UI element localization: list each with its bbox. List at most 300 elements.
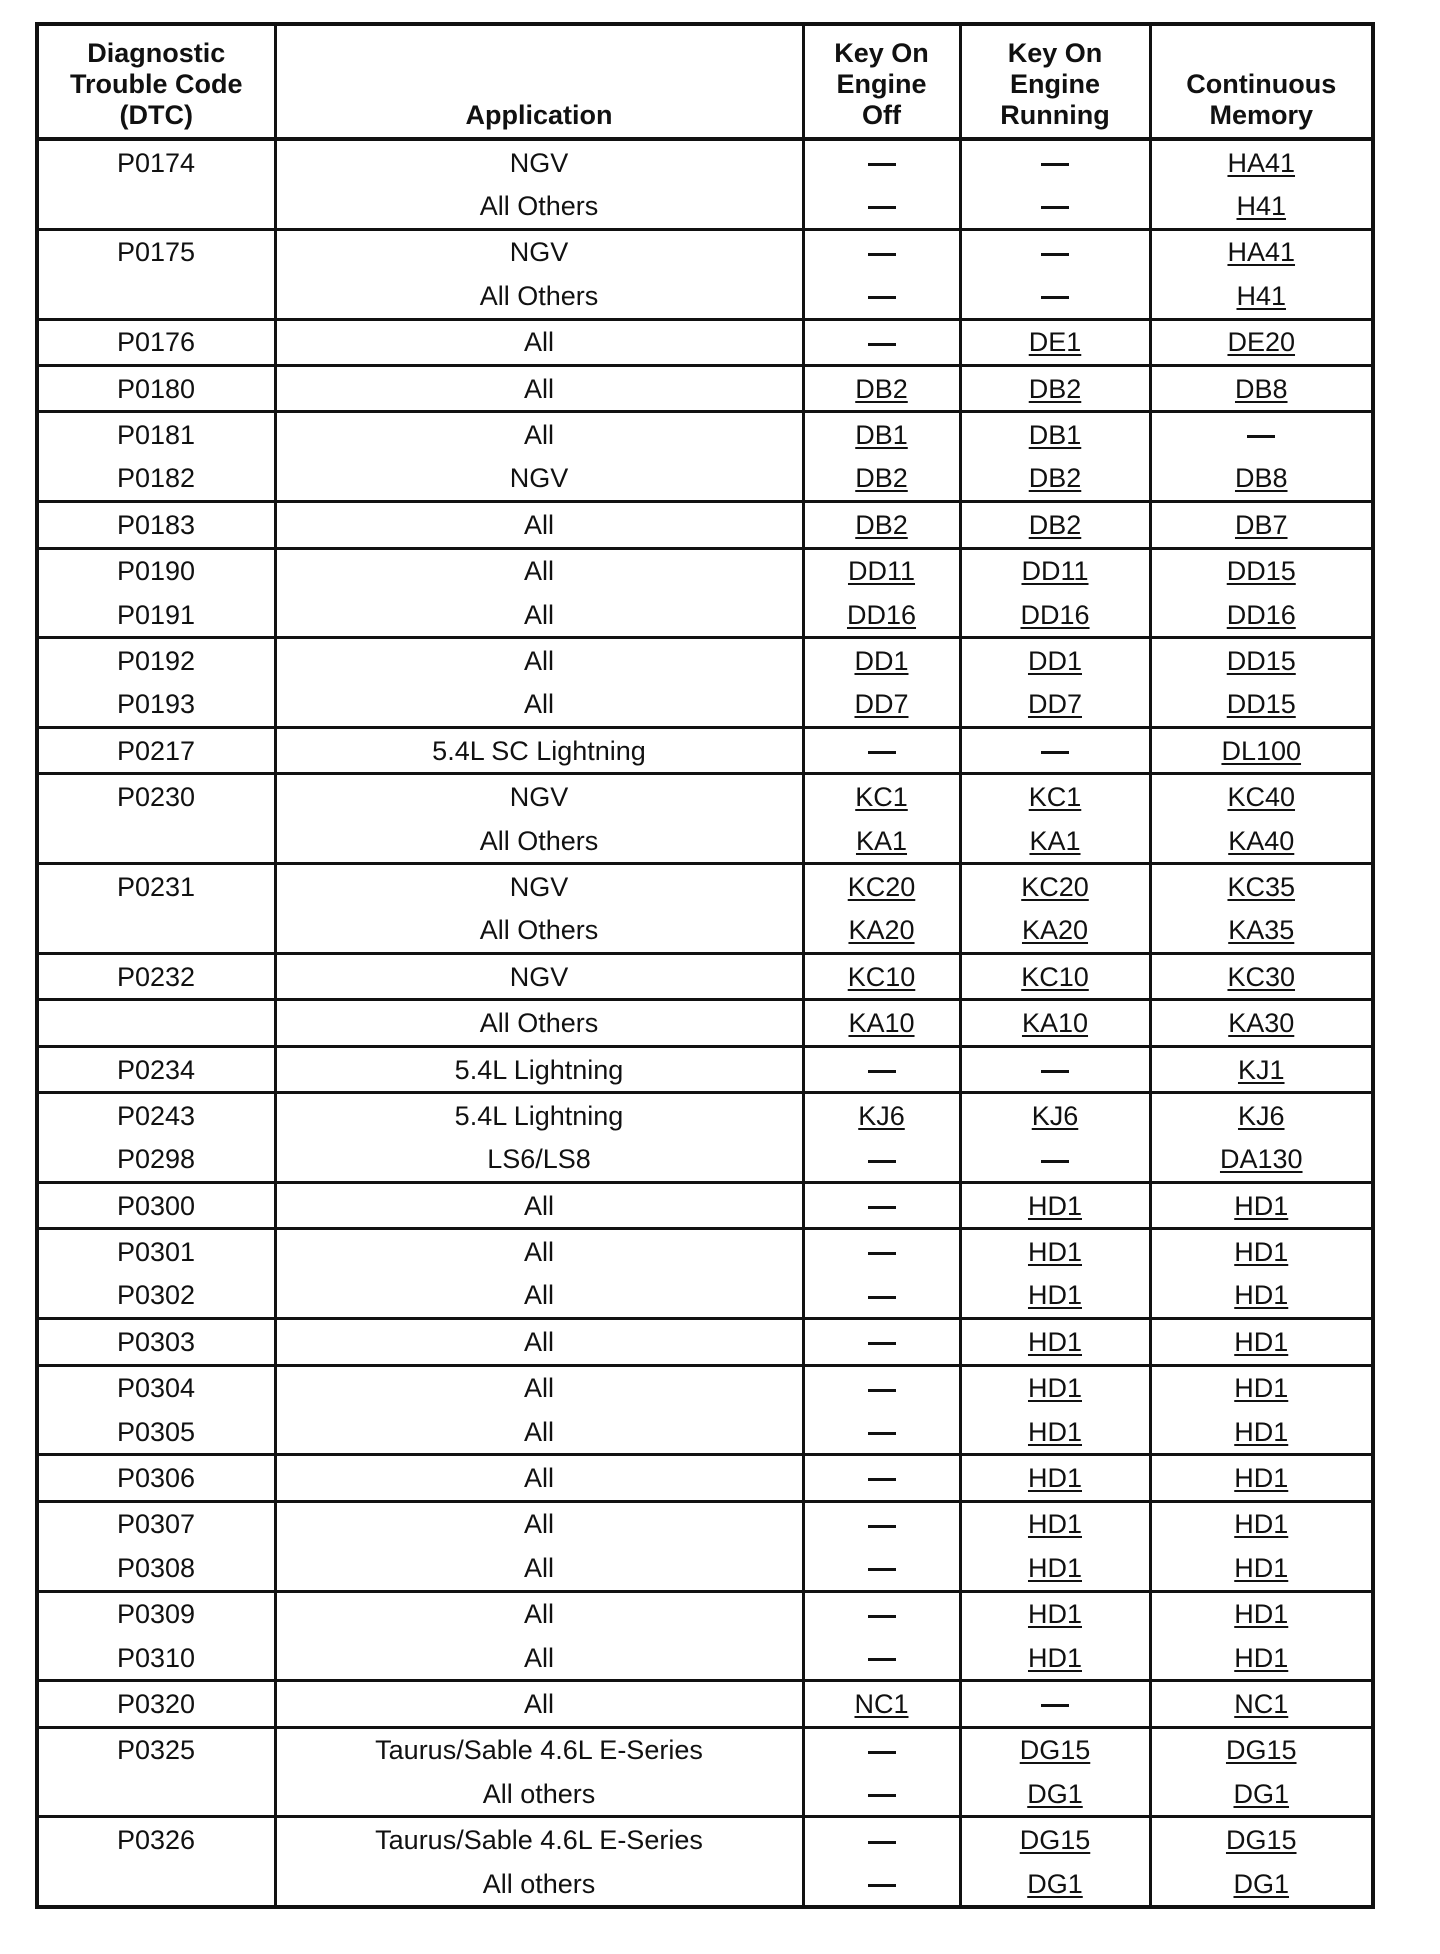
test-step-link[interactable]: KA40 [1228,825,1295,856]
table-row [37,1093,1373,1138]
koer-cell [960,1591,1150,1636]
application-cell [275,864,803,909]
test-step-link[interactable]: DA130 [1219,1144,1303,1175]
continuous-memory-cell [1150,1862,1373,1907]
dtc-cell [37,548,275,593]
test-step-link[interactable]: DB1 [1028,420,1082,451]
table-row [37,909,1373,954]
test-step-link[interactable]: KJ6 [1237,1100,1285,1131]
application-cell [275,548,803,593]
continuous-memory-cell [1150,1636,1373,1681]
test-step-link[interactable]: HD1 [1027,1237,1082,1268]
test-step-link[interactable]: DB1 [855,420,908,451]
continuous-memory-cell [1150,548,1373,593]
test-step-link[interactable]: KA10 [848,1008,915,1039]
table-row [37,365,1373,411]
application-cell [275,1591,803,1636]
table-row [37,1727,1373,1772]
koer-cell [960,1681,1150,1727]
koeo-cell [803,1455,960,1501]
table-row [37,683,1373,728]
koeo-cell [803,457,960,502]
dtc-cell [37,638,275,683]
header-application: Application [275,24,803,139]
dtc-cell [37,1727,275,1772]
dtc-code: P0309 [117,1599,196,1630]
test-step-link[interactable]: DG15 [1019,1735,1091,1766]
dtc-cell [37,593,275,638]
test-step-link[interactable]: DG1 [1027,1868,1083,1899]
table-row [37,1274,1373,1319]
test-step-link[interactable]: KA1 [1029,825,1081,856]
application-cell [275,365,803,411]
application-label: All [523,556,554,587]
dtc-code: P0175 [117,237,196,268]
dash-mark [1041,751,1069,754]
continuous-memory-cell [1150,184,1373,229]
test-step-link[interactable]: DD1 [1027,645,1082,676]
table-row [37,638,1373,683]
dtc-cell [37,1229,275,1274]
koeo-cell [803,412,960,457]
test-step-link[interactable]: HD1 [1234,1190,1289,1221]
koer-cell [960,1046,1150,1092]
application-cell [275,819,803,864]
koer-cell [960,1727,1150,1772]
test-step-link[interactable]: KA35 [1228,915,1295,946]
koer-cell [960,683,1150,728]
test-step-link[interactable]: DG1 [1233,1868,1290,1899]
continuous-memory-cell [1150,1681,1373,1727]
continuous-memory-cell [1150,1046,1373,1092]
test-step-link[interactable]: HA41 [1227,237,1296,268]
application-cell [275,1274,803,1319]
continuous-memory-cell [1150,319,1373,365]
test-step-link[interactable]: KC20 [1021,871,1089,902]
test-step-link[interactable]: KA30 [1228,1008,1295,1039]
application-label: Taurus/Sable 4.6L E-Series [375,1735,703,1766]
header-continuous-memory: Continuous Memory [1150,24,1373,139]
test-step-link[interactable]: DB8 [1234,373,1288,404]
table-row [37,593,1373,638]
test-step-link[interactable]: KJ6 [1031,1100,1079,1131]
koeo-cell [803,1862,960,1907]
table-row [37,1772,1373,1817]
application-cell [275,728,803,774]
dtc-table [35,22,1375,1909]
test-step-link[interactable]: DD7 [854,689,909,720]
koeo-cell [803,593,960,638]
continuous-memory-cell [1150,774,1373,819]
dash-mark [1041,206,1069,209]
test-step-link[interactable]: KA10 [1021,1008,1089,1039]
test-step-link[interactable]: KJ6 [858,1100,905,1131]
test-step-link[interactable]: DD15 [1226,689,1296,720]
application-label: NGV [509,463,569,494]
application-label: NGV [509,147,569,178]
test-step-link[interactable]: DB2 [855,373,908,404]
koeo-cell [803,819,960,864]
continuous-memory-cell [1150,1501,1373,1546]
continuous-memory-cell [1150,1000,1373,1046]
test-step-link[interactable]: KA20 [848,915,915,946]
dtc-code: P0308 [117,1552,196,1583]
application-cell [275,1093,803,1138]
application-cell [275,319,803,365]
application-cell [275,1455,803,1501]
test-step-link[interactable]: DG15 [1225,1825,1297,1856]
application-cell [275,954,803,1000]
table-body [37,139,1373,1907]
test-step-link[interactable]: HD1 [1234,1463,1289,1494]
continuous-memory-cell [1150,412,1373,457]
dtc-cell [37,319,275,365]
test-step-link[interactable]: DD16 [1226,599,1296,630]
table-row [37,728,1373,774]
koer-cell [960,593,1150,638]
dash-mark [1041,1160,1069,1163]
test-step-link[interactable]: HD1 [1027,1509,1082,1540]
dash-mark [868,1751,896,1754]
koeo-cell [803,502,960,548]
test-step-link[interactable]: DD16 [846,599,917,630]
dash-mark [868,751,896,754]
dtc-cell [37,229,275,274]
dtc-code: P0307 [117,1509,196,1540]
application-label: 5.4L Lightning [454,1100,624,1131]
test-step-link[interactable]: DD15 [1226,645,1296,676]
dtc-code: P0325 [117,1735,196,1766]
koer-cell [960,954,1150,1000]
continuous-memory-cell [1150,1410,1373,1455]
application-cell [275,457,803,502]
dtc-cell [37,1862,275,1907]
dtc-code: P0180 [117,373,196,404]
dtc-code: P0303 [117,1326,196,1357]
test-step-link[interactable]: HD1 [1027,1190,1082,1221]
test-step-link[interactable]: HD1 [1234,1599,1289,1630]
koer-cell [960,1636,1150,1681]
application-label: All Others [479,1008,599,1039]
koer-cell [960,229,1150,274]
application-label: 5.4L SC Lightning [432,735,646,766]
continuous-memory-cell [1150,1138,1373,1183]
dtc-cell [37,1591,275,1636]
dash-mark [868,1841,896,1844]
test-step-link[interactable]: DG1 [1233,1778,1290,1809]
table-row [37,502,1373,548]
test-step-link[interactable]: DD15 [1226,556,1296,587]
application-label: All [523,1280,554,1311]
application-cell [275,1365,803,1410]
application-cell [275,593,803,638]
dtc-code: P0298 [117,1144,196,1175]
application-label: Taurus/Sable 4.6L E-Series [375,1825,703,1856]
test-step-link[interactable]: HD1 [1027,1416,1082,1447]
test-step-link[interactable]: HD1 [1234,1373,1289,1404]
dtc-code: P0181 [117,420,196,451]
dash-mark [868,163,896,166]
koer-cell [960,1365,1150,1410]
dash-mark [1041,163,1069,166]
test-step-link[interactable]: HD1 [1234,1509,1289,1540]
application-cell [275,1410,803,1455]
table-row [37,1636,1373,1681]
dtc-code: P0193 [117,689,196,720]
table-row [37,1000,1373,1046]
koer-cell [960,774,1150,819]
application-label: NGV [509,961,569,992]
dtc-cell [37,1319,275,1365]
koer-cell [960,1182,1150,1228]
test-step-link[interactable]: KJ1 [1237,1054,1285,1085]
dtc-code: P0190 [117,556,196,587]
table-row [37,1681,1373,1727]
dtc-cell [37,909,275,954]
application-label: All [523,1509,554,1540]
table-row [37,1046,1373,1092]
koer-cell [960,1862,1150,1907]
test-step-link[interactable]: HD1 [1234,1280,1289,1311]
koer-cell [960,1546,1150,1591]
dtc-code: P0183 [117,509,196,540]
application-cell [275,774,803,819]
test-step-link[interactable]: DD11 [1021,556,1089,587]
dash-mark [1041,296,1069,299]
dtc-cell [37,1093,275,1138]
dash-mark [1041,1704,1069,1707]
test-step-link[interactable]: KC30 [1227,961,1296,992]
test-step-link[interactable]: KA1 [855,825,908,856]
dash-mark [1041,253,1069,256]
koer-cell [960,139,1150,184]
application-label: All [523,1237,554,1268]
application-label: All [523,1642,554,1673]
application-cell [275,1501,803,1546]
dtc-code: P0191 [117,599,196,630]
table-row [37,1591,1373,1636]
test-step-link[interactable]: DB2 [1028,463,1082,494]
application-cell [275,412,803,457]
table-row [37,1546,1373,1591]
test-step-link[interactable]: HD1 [1027,1326,1082,1357]
application-cell [275,1772,803,1817]
dash-mark [868,1160,896,1163]
table-row [37,457,1373,502]
test-step-link[interactable]: DG15 [1019,1825,1091,1856]
test-step-link[interactable]: HD1 [1027,1599,1082,1630]
test-step-link[interactable]: DL100 [1221,735,1302,766]
continuous-memory-cell [1150,1319,1373,1365]
test-step-link[interactable]: HD1 [1234,1326,1289,1357]
dtc-code: P0304 [117,1373,196,1404]
application-label: All others [482,1868,596,1899]
test-step-link[interactable]: HD1 [1234,1237,1289,1268]
application-label: All [523,1552,554,1583]
table-row [37,819,1373,864]
dtc-cell [37,1182,275,1228]
test-step-link[interactable]: DG1 [1027,1778,1083,1809]
table-row [37,412,1373,457]
table-row [37,274,1373,319]
application-label: All [523,689,554,720]
koer-cell [960,184,1150,229]
test-step-link[interactable]: NC1 [1234,1688,1289,1719]
dash-mark [868,1658,896,1661]
dtc-cell [37,412,275,457]
koeo-cell [803,1591,960,1636]
test-step-link[interactable]: DD11 [847,556,916,587]
koeo-cell [803,1182,960,1228]
application-label: All [523,599,554,630]
table-row [37,1862,1373,1907]
test-step-link[interactable]: HD1 [1234,1416,1289,1447]
test-step-link[interactable]: KC1 [855,782,908,813]
test-step-link[interactable]: KC1 [1028,782,1082,813]
application-label: All [523,1416,554,1447]
application-cell [275,229,803,274]
koer-cell [960,1772,1150,1817]
koeo-cell [803,954,960,1000]
test-step-link[interactable]: KC40 [1227,782,1296,813]
test-step-link[interactable]: DE20 [1227,327,1296,358]
application-label: NGV [509,871,569,902]
test-step-link[interactable]: DB7 [1234,509,1288,540]
koeo-cell [803,1636,960,1681]
koer-cell [960,1138,1150,1183]
dash-mark [868,1568,896,1571]
application-label: All Others [479,915,599,946]
continuous-memory-cell [1150,139,1373,184]
test-step-link[interactable]: DB2 [1028,509,1082,540]
dtc-cell [37,1817,275,1862]
dtc-cell [37,139,275,184]
dtc-code: P0231 [117,871,196,902]
dash-mark [868,1342,896,1345]
test-step-link[interactable]: HD1 [1234,1642,1289,1673]
continuous-memory-cell [1150,954,1373,1000]
test-step-link[interactable]: KC10 [1021,961,1089,992]
koeo-cell [803,1772,960,1817]
test-step-link[interactable]: DB2 [1028,373,1082,404]
test-step-link[interactable]: HD1 [1027,1373,1082,1404]
test-step-link[interactable]: DE1 [1028,327,1082,358]
application-label: All [523,1688,554,1719]
header-key-on-engine-running: Key On Engine Running [960,24,1150,139]
test-step-link[interactable]: KC20 [847,871,916,902]
dtc-code: P0243 [117,1100,196,1131]
dtc-cell [37,365,275,411]
dash-mark [868,1884,896,1887]
dtc-cell [37,1455,275,1501]
dtc-cell [37,774,275,819]
koeo-cell [803,1727,960,1772]
continuous-memory-cell [1150,1365,1373,1410]
table-row [37,184,1373,229]
dtc-cell [37,1046,275,1092]
table-row [37,864,1373,909]
dash-mark [868,253,896,256]
test-step-link[interactable]: HD1 [1027,1552,1082,1583]
test-step-link[interactable]: KC35 [1227,871,1296,902]
koeo-cell [803,909,960,954]
test-step-link[interactable]: HA41 [1227,147,1296,178]
dtc-cell [37,1365,275,1410]
table-row [37,1455,1373,1501]
dtc-code: P0326 [117,1825,196,1856]
continuous-memory-cell [1150,1182,1373,1228]
test-step-link[interactable]: HD1 [1027,1280,1082,1311]
application-cell [275,1862,803,1907]
koeo-cell [803,1365,960,1410]
test-step-link[interactable]: DD1 [854,645,909,676]
continuous-memory-cell [1150,274,1373,319]
koer-cell [960,728,1150,774]
dtc-cell [37,1772,275,1817]
test-step-link[interactable]: DB2 [855,463,908,494]
koeo-cell [803,1319,960,1365]
test-step-link[interactable]: DB2 [855,509,908,540]
table-row [37,319,1373,365]
test-step-link[interactable]: KC10 [847,961,916,992]
dash-mark [1041,1070,1069,1073]
continuous-memory-cell [1150,683,1373,728]
koeo-cell [803,548,960,593]
table-row [37,954,1373,1000]
dash-mark [868,1389,896,1392]
continuous-memory-cell [1150,502,1373,548]
table-row [37,774,1373,819]
dash-mark [868,1478,896,1481]
test-step-link[interactable]: HD1 [1027,1463,1082,1494]
test-step-link[interactable]: H41 [1236,280,1287,311]
test-step-link[interactable]: H41 [1236,191,1287,222]
dtc-code: P0305 [117,1416,196,1447]
dtc-code: P0176 [117,327,196,358]
koer-cell [960,1817,1150,1862]
koer-cell [960,1319,1150,1365]
test-step-link[interactable]: KA20 [1021,915,1089,946]
koeo-cell [803,1681,960,1727]
dash-mark [868,1296,896,1299]
continuous-memory-cell [1150,365,1373,411]
koer-cell [960,1410,1150,1455]
koeo-cell [803,1546,960,1591]
dtc-code: P0232 [117,961,196,992]
koeo-cell [803,638,960,683]
dash-mark [868,296,896,299]
test-step-link[interactable]: DD7 [1027,689,1082,720]
application-cell [275,1182,803,1228]
test-step-link[interactable]: DB8 [1234,463,1288,494]
test-step-link[interactable]: NC1 [854,1688,909,1719]
koeo-cell [803,229,960,274]
application-cell [275,909,803,954]
application-label: NGV [509,782,569,813]
table-row [37,229,1373,274]
dtc-cell [37,1000,275,1046]
test-step-link[interactable]: DD16 [1020,599,1090,630]
application-label: All [523,1326,554,1357]
test-step-link[interactable]: HD1 [1234,1552,1289,1583]
test-step-link[interactable]: DG15 [1225,1735,1297,1766]
application-label: All [523,1190,554,1221]
koeo-cell [803,1229,960,1274]
header-key-on-engine-off: Key On Engine Off [803,24,960,139]
table-row [37,1182,1373,1228]
test-step-link[interactable]: HD1 [1027,1642,1082,1673]
continuous-memory-cell [1150,1455,1373,1501]
